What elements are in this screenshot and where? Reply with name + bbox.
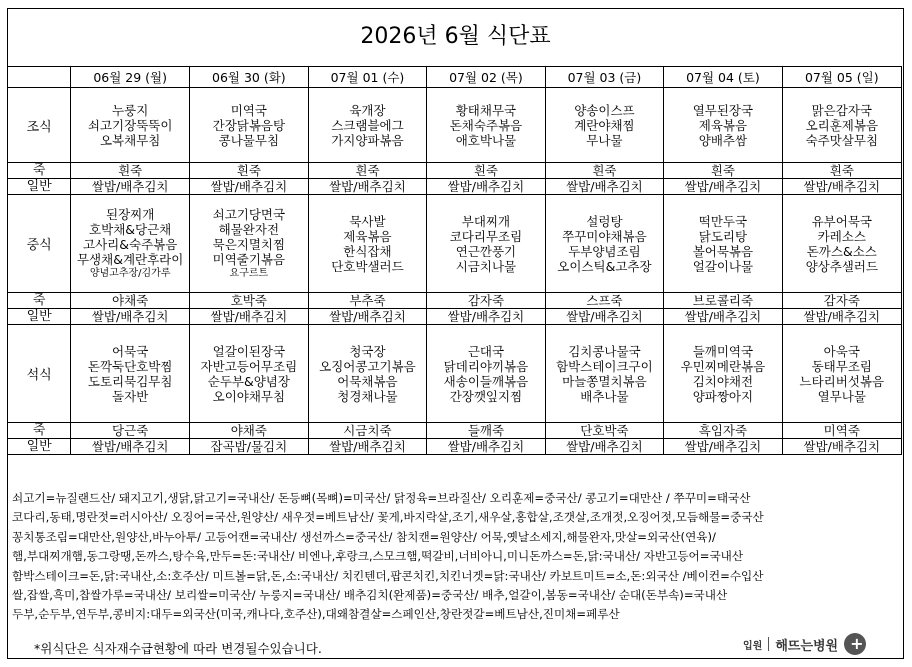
lunch_regular-cell: 쌀밥/배추김치 <box>782 309 901 325</box>
breakfast-menu-cell <box>71 88 190 163</box>
breakfast-menu-item: 맑은감자국 <box>811 102 872 118</box>
breakfast-menu-item: 열무된장국 <box>692 102 754 118</box>
dinner-menu-item: 자반고등어무조림 <box>200 358 298 374</box>
breakfast-menu-item: 콩나물무침 <box>218 132 280 148</box>
lunch_porridge-cell: 감자죽 <box>782 293 901 309</box>
corner-cell <box>8 67 71 88</box>
dinner_regular-cell: 쌀밥/배추김치 <box>71 439 190 455</box>
breakfast-menu-item: 무나물 <box>586 132 623 148</box>
dinner_regular-cell: 쌀밥/배추김치 <box>427 439 545 455</box>
breakfast_regular-cell: 쌀밥/배추김치 <box>782 179 901 195</box>
breakfast_porridge-cell: 흰죽 <box>664 163 782 179</box>
lunch-menu-item: 설렁탕 <box>586 213 623 229</box>
dinner-menu-item: 도토리묵김무침 <box>87 373 173 389</box>
meal-label-dinner: 석식 <box>8 325 71 423</box>
dinner-menu-item: 배추나물 <box>580 388 629 404</box>
row-label-regular: 일반 <box>8 309 71 325</box>
row-label-regular: 일반 <box>8 439 71 455</box>
dinner-menu-item: 동태무조림 <box>811 358 872 374</box>
lunch-menu-item: 시금치나물 <box>455 258 517 274</box>
breakfast-menu-item: 스크램블에그 <box>331 117 404 133</box>
lunch-extra-item: 양념고추장/김가루 <box>89 268 171 279</box>
dinner_regular-cell: 쌀밥/배추김치 <box>308 439 427 455</box>
origin-line: 코다리,동태,명란젓=러시아산/ 오징어=국산,원양산/ 새우젓=베트남산/ 꽃게,바지락살,조기,새우살,홍합살,조갯살,조개젓,오징어젓,모듬해물=중국산 <box>12 510 764 525</box>
origin-line: 두부,순두부,연두부,콩비지:대두=외국산(미국,캐나다,호주산),대왜참결살=스페인산,창란젓갈=베트남산,진미채=페루산 <box>12 607 620 622</box>
lunch-menu-item: 얼갈이나물 <box>692 258 754 274</box>
dinner_porridge-cell: 들깨죽 <box>427 423 545 439</box>
breakfast-menu-item: 가지양파볶음 <box>331 132 404 148</box>
lunch-menu-cell <box>190 195 309 293</box>
lunch-menu-item: 떡만두국 <box>698 213 748 229</box>
logo-prefix: 입원 <box>743 640 763 652</box>
breakfast_regular-cell: 쌀밥/배추김치 <box>427 179 545 195</box>
dinner-menu-cell <box>782 325 901 423</box>
dinner-menu-item: 얼갈이된장국 <box>212 343 286 359</box>
dinner-menu-item: 순두부&양념장 <box>207 373 290 389</box>
origin-line: 꽁치통조림=대만산,원양산,바누아투/ 고등어캔=국내산/ 생선까스=중국산/ 참치캔=원양산/ 어묵,옛날소세지,해물완자,맛살=외국산(연육)/ <box>12 529 716 544</box>
lunch-menu-item: 돈까스&소스 <box>806 243 877 259</box>
lunch-menu-item: 쭈꾸미야채볶음 <box>562 228 647 244</box>
dinner-menu-item: 열무나물 <box>817 388 866 404</box>
lunch-menu-item: 해물완자전 <box>218 222 280 237</box>
lunch-menu-item: 한식잡채 <box>343 243 392 259</box>
lunch_porridge-cell: 스프죽 <box>545 293 664 309</box>
breakfast-menu-item: 오리훈제볶음 <box>805 117 879 133</box>
day-header: 07월 04 (토) <box>664 67 782 88</box>
dinner-menu-item: 닭데리야끼볶음 <box>443 358 529 374</box>
dinner-menu-item: 돈깍둑단호박찜 <box>87 358 173 374</box>
breakfast-menu-item: 돈채숙주볶음 <box>449 117 523 133</box>
dinner_porridge-cell: 야채죽 <box>190 423 309 439</box>
lunch-menu-item: 단호박샐러드 <box>331 258 404 274</box>
dinner-menu-cell <box>664 325 782 423</box>
lunch_porridge-cell: 감자죽 <box>427 293 545 309</box>
dinner-menu-item: 들깨미역국 <box>692 343 754 359</box>
breakfast_regular-cell: 쌀밥/배추김치 <box>664 179 782 195</box>
dinner-menu-item: 우민찌메란볶음 <box>680 358 766 374</box>
menu-change-note: *위식단은 식자재수급현황에 따라 변경될수있습니다. <box>34 641 322 656</box>
breakfast_porridge-cell: 흰죽 <box>308 163 427 179</box>
breakfast-menu-item: 제육볶음 <box>698 117 748 133</box>
breakfast-menu-item: 오복채무침 <box>99 132 161 148</box>
dinner-menu-cell <box>71 325 190 423</box>
lunch_porridge-cell: 브로콜리죽 <box>664 293 782 309</box>
breakfast-menu-item: 양배추쌈 <box>698 132 748 148</box>
breakfast-menu-item: 숙주맛살무침 <box>805 132 879 148</box>
dinner-menu-item: 오징어콩고기볶음 <box>319 358 416 374</box>
lunch-extra-item: 요구르트 <box>229 268 269 279</box>
meal-label-breakfast: 조식 <box>8 88 71 163</box>
day-header: 07월 01 (수) <box>308 67 427 88</box>
breakfast_porridge-cell: 흰죽 <box>71 163 190 179</box>
dinner-menu-item: 어묵채볶음 <box>337 373 398 389</box>
row-label-porridge: 죽 <box>8 163 71 179</box>
breakfast-menu-item: 쇠고기장뚝뚝이 <box>87 117 173 133</box>
lunch-menu-cell <box>664 195 782 293</box>
dinner-menu-item: 아욱국 <box>823 343 860 359</box>
lunch_regular-cell: 쌀밥/배추김치 <box>71 309 190 325</box>
lunch-menu-item: 묵사발 <box>349 213 386 229</box>
hospital-cross-icon <box>844 633 866 655</box>
day-header: 06월 29 (월) <box>71 67 190 88</box>
lunch_regular-cell: 쌀밥/배추김치 <box>545 309 664 325</box>
lunch-menu-item: 미역줄기볶음 <box>212 252 286 267</box>
dinner_regular-cell: 쌀밥/배추김치 <box>545 439 664 455</box>
lunch-menu-item: 양상추샐러드 <box>805 258 879 274</box>
breakfast_porridge-cell: 흰죽 <box>427 163 545 179</box>
breakfast-menu-cell <box>782 88 901 163</box>
breakfast-menu-item: 양송이스프 <box>574 102 635 118</box>
lunch-menu-cell <box>545 195 664 293</box>
dinner_porridge-cell: 미역죽 <box>782 423 901 439</box>
lunch-menu-item: 닭도리탕 <box>698 228 748 244</box>
breakfast-menu-cell <box>545 88 664 163</box>
dinner_porridge-cell: 흑임자죽 <box>664 423 782 439</box>
dinner_porridge-cell: 당근죽 <box>71 423 190 439</box>
breakfast_regular-cell: 쌀밥/배추김치 <box>545 179 664 195</box>
lunch-menu-item: 부대찌개 <box>461 213 511 229</box>
lunch-menu-cell <box>427 195 545 293</box>
dinner-menu-item: 청경채나물 <box>337 388 398 404</box>
dinner-menu-item: 마늘쫑멸치볶음 <box>562 373 647 389</box>
lunch-menu-cell <box>782 195 901 293</box>
lunch-menu-item: 오이스틱&고추장 <box>557 258 652 274</box>
breakfast_porridge-cell: 흰죽 <box>545 163 664 179</box>
breakfast-menu-item: 애호박나물 <box>455 132 517 148</box>
breakfast-menu-cell <box>190 88 309 163</box>
dinner-menu-item: 김치콩나물국 <box>568 343 641 359</box>
logo-name: 해뜨는병원 <box>775 638 839 654</box>
breakfast-menu-item: 황태채무국 <box>455 102 517 118</box>
breakfast-menu-item: 누룽지 <box>112 102 149 118</box>
lunch-menu-item: 볼어묵볶음 <box>692 243 754 259</box>
dinner-menu-cell <box>427 325 545 423</box>
day-header: 07월 02 (목) <box>427 67 545 88</box>
lunch_porridge-cell: 호박죽 <box>190 293 309 309</box>
dinner-menu-item: 돌자반 <box>112 388 149 404</box>
dinner-menu-item: 느타리버섯볶음 <box>799 373 885 389</box>
dinner_porridge-cell: 단호박죽 <box>545 423 664 439</box>
lunch_regular-cell: 쌀밥/배추김치 <box>308 309 427 325</box>
lunch-menu-item: 두부양념조림 <box>568 243 641 259</box>
page-title: 2026년 6월 식단표 <box>360 24 551 49</box>
row-label-regular: 일반 <box>8 179 71 195</box>
dinner-menu-item: 청국장 <box>349 343 386 359</box>
lunch-menu-item: 묵은지멸치찜 <box>212 237 286 252</box>
meal-label-lunch: 중식 <box>8 195 71 293</box>
breakfast-menu-cell <box>664 88 782 163</box>
breakfast-menu-item: 육개장 <box>349 102 386 118</box>
breakfast-menu-item: 간장닭볶음탕 <box>212 117 286 133</box>
breakfast_regular-cell: 쌀밥/배추김치 <box>71 179 190 195</box>
origin-line: 쇠고기=뉴질랜드산/ 돼지고기,생닭,닭고기=국내산/ 돈등뼈(목뼈)=미국산/ 닭정육=브라질산/ 오리훈제=중국산/ 콩고기=대만산 / 쭈꾸미=태국산 <box>12 491 751 505</box>
lunch_porridge-cell: 부추죽 <box>308 293 427 309</box>
row-label-porridge: 죽 <box>8 423 71 439</box>
origin-line: 햄,부대찌개햄,동그랑땡,돈까스,탕수육,만두=돈:국내산/ 비엔나,후랑크,스모크햄,떡갈비,너비아니,미니돈까스=돈,닭:국내산/ 자반고등어=국내산 <box>12 549 744 564</box>
dinner-menu-item: 근대국 <box>467 343 505 359</box>
lunch_regular-cell: 쌀밥/배추김치 <box>190 309 309 325</box>
breakfast-menu-item: 미역국 <box>230 102 267 118</box>
dinner-menu-item: 어묵국 <box>112 343 149 359</box>
breakfast-menu-cell <box>427 88 545 163</box>
lunch-menu-item: 호박채&당근채 <box>89 222 172 237</box>
breakfast_regular-cell: 쌀밥/배추김치 <box>190 179 309 195</box>
lunch-menu-item: 고사리&숙주볶음 <box>83 237 178 252</box>
dinner_regular-cell: 쌀밥/배추김치 <box>782 439 901 455</box>
logo-divider <box>768 637 769 651</box>
day-header: 06월 30 (화) <box>190 67 309 88</box>
breakfast_porridge-cell: 흰죽 <box>782 163 901 179</box>
dinner-menu-item: 김치야채전 <box>692 373 754 389</box>
day-header: 07월 03 (금) <box>545 67 664 88</box>
dinner-menu-cell <box>545 325 664 423</box>
dinner_porridge-cell: 시금치죽 <box>308 423 427 439</box>
breakfast_porridge-cell: 흰죽 <box>190 163 309 179</box>
day-header: 07월 05 (일) <box>782 67 901 88</box>
lunch_regular-cell: 쌀밥/배추김치 <box>664 309 782 325</box>
lunch-menu-cell <box>71 195 190 293</box>
lunch-menu-cell <box>308 195 427 293</box>
lunch_porridge-cell: 야채죽 <box>71 293 190 309</box>
lunch-menu-item: 된장찌개 <box>106 207 155 222</box>
breakfast_regular-cell: 쌀밥/배추김치 <box>308 179 427 195</box>
lunch-menu-item: 무생채&계란후라이 <box>76 252 184 267</box>
dinner_regular-cell: 쌀밥/배추김치 <box>664 439 782 455</box>
hospital-logo <box>743 631 903 657</box>
dinner-menu-item: 간장깻잎지찜 <box>449 388 523 404</box>
dinner-menu-item: 양파짱아지 <box>692 388 754 404</box>
dinner-menu-item: 함박스테이크구이 <box>556 358 653 374</box>
breakfast-menu-item: 계란야채찜 <box>574 117 635 133</box>
dinner-menu-cell <box>190 325 309 423</box>
lunch-menu-item: 카레소스 <box>817 228 866 244</box>
dinner-menu-cell <box>308 325 427 423</box>
origin-line: 함박스테이크=돈,닭:국내산,소:호주산/ 미트볼=닭,돈,소:국내산/ 치킨텐더,팝콘치킨,치킨너겟=닭:국내산/ 카보트미트=소,돈:외국산 /베이컨=수입산 <box>12 568 764 583</box>
lunch-menu-item: 연근깐풍기 <box>455 243 517 259</box>
origin-line: 쌀,잡쌀,흑미,찹쌀가루=국내산/ 보리쌀=미국산/ 누룽지=국내산/ 배추김치(완제품)=중국산/ 배추,얼갈이,봄동=국내산/ 순대(돈부속)=국내산 <box>12 588 728 603</box>
breakfast-menu-cell <box>308 88 427 163</box>
menu-sheet <box>7 8 904 659</box>
menu-table <box>7 66 902 455</box>
row-label-porridge: 죽 <box>8 293 71 309</box>
lunch-menu-item: 코다리무조림 <box>449 228 523 244</box>
origin-info <box>12 489 902 625</box>
lunch-menu-item: 쇠고기당면국 <box>212 207 286 222</box>
lunch-menu-item: 제육볶음 <box>343 228 392 244</box>
dinner-menu-item: 오이야채무침 <box>212 388 286 404</box>
lunch_regular-cell: 쌀밥/배추김치 <box>427 309 545 325</box>
dinner_regular-cell: 잡곡밥/물김치 <box>190 439 309 455</box>
lunch-menu-item: 유부어묵국 <box>811 213 872 229</box>
dinner-menu-item: 새송이들깨볶음 <box>443 373 529 389</box>
